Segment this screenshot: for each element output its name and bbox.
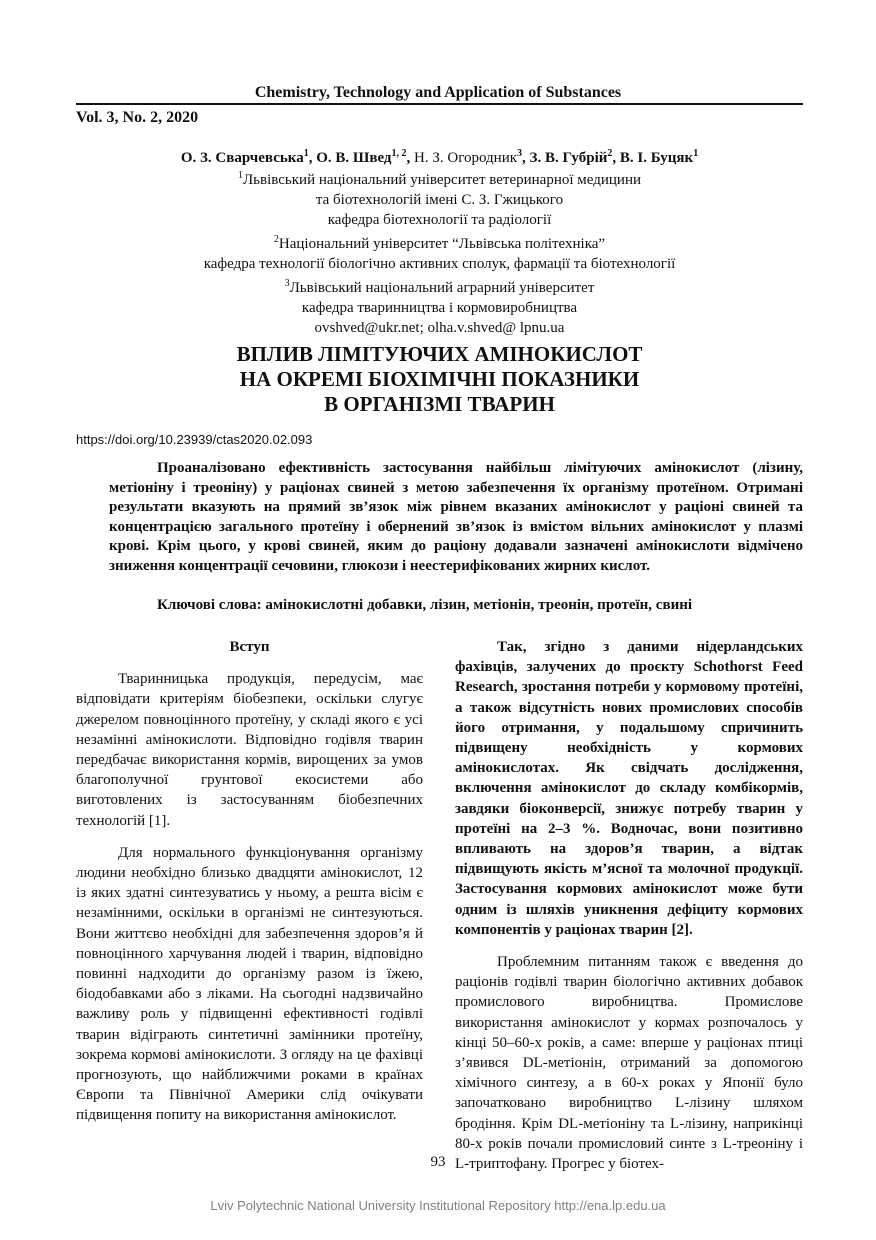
title-line: ВПЛИВ ЛІМІТУЮЧИХ АМІНОКИСЛОТ bbox=[236, 342, 643, 366]
paragraph: Так, згідно з даними нідерландських фахівців, залучених до проєкту Schothorst Feed Research, зростання потреби у кормовому протеїні, а також відсутність нових промислових способів його отримання, у подальшому спричинить підвищену необхідність у кормових амінокислотах. Як свідчать дослідження, включення амінокислот до складу комбікормів, завдяки біоконверсії, знижує потребу тварин у протеїні на 2–3 %. Водночас, вони позитивно впливають на здоров’я тварин, а відтак підвищують якість м’ясної та молочної продукції. Застосування кормових амінокислот може бути одним із шляхів уникнення дефіциту кормових компонентів у раціонах тварин [2]. bbox=[455, 639, 803, 938]
paragraph: Для нормального функціонування організму людини необхідно близько двадцяти амінокислот, 12 із яких здатні синтезуватись у ньому, а решта вісім є незамінними, оскільки в організмі не синтезуються. Вони життєво необхідні для забезпечення здоров’я й повноцінного харчування людей і тварин, відповідно повинні надходити до організму разом із їжею, біодобавками або з ліками. На сьогодні надзвичайно важливу роль у підвищенні ефективності годівлі тварин відіграють синтетичні замінники протеїну, зокрема кормові амінокислоти. З огляду на це фахівці прогнозують, що найближчими роками в країнах Європи та Північної Америки слід очікувати підвищення попиту на використання амінокислот. bbox=[76, 844, 423, 1124]
left-column bbox=[76, 637, 423, 1126]
header-rule bbox=[76, 103, 803, 105]
right-column bbox=[455, 637, 803, 1174]
contact-emails[interactable]: ovshved@ukr.net; olha.v.shved@ lpnu.ua bbox=[314, 320, 565, 336]
affiliations bbox=[76, 166, 803, 338]
paragraph: Проблемним питанням також є введення до раціонів годівлі тварин біологічно активних добавок промислового виробництва. Промислове використання амінокислот у кормах розпочалось у кінці 50–60-х років, а саме: вперше у раціонах птиці з’явився DL-метіонін, отриманий за допомогою хімічного синтезу, а в 60-х роках у Японії було започатковано виробництво L-лізину шляхом бродіння. Крім DL-метіоніну та L-лізину, наприкінці 80-х років почали промисловий синте з L-треоніну і L-триптофану. Прогрес у біотех- bbox=[455, 954, 803, 1173]
affil-mark: 1 bbox=[238, 170, 243, 181]
affil-mark: 3 bbox=[284, 278, 290, 289]
author-name: О. З. Сварчевська bbox=[180, 150, 304, 166]
page-number: 93 bbox=[430, 1154, 446, 1170]
repository-footer[interactable]: Lviv Polytechnic National University Institutional Repository http://ena.lp.edu.ua bbox=[210, 1198, 666, 1213]
author-name: В. І. Буцяк bbox=[619, 150, 694, 166]
title-line: В ОРГАНІЗМІ ТВАРИН bbox=[324, 392, 555, 416]
paragraph: Тваринницька продукція, передусім, має відповідати критеріям біобезпеки, оскільки слугує джерелом повноцінного протеїну, у складі якого є усі незамінні амінокислоти. Відповідно годівля тварин передбачає використання кормів, вирощених за умов благополучної грунтової екосистеми або виготовлених із застосуванням біобезпечних технологій [1]. bbox=[76, 671, 423, 829]
keywords: Ключові слова: амінокислотні добавки, лізин, метіонін, треонін, протеїн, свині bbox=[157, 597, 693, 613]
author-list: О. З. Сварчевська$^1$, О. В. Швед$^{1, 2}$, Н. З. Огородник$^3$, З. В. Губрій$^2$, В. І. Буцяк$^1$ bbox=[180, 148, 699, 166]
affiliation-text: Національний університет “Львівська політехніка” bbox=[278, 236, 606, 252]
author-affil-mark: 3 bbox=[517, 148, 523, 159]
author-affil-mark: 1, 2 bbox=[391, 148, 407, 159]
affiliation-line: кафедра технології біологічно активних сполук, фармації та біотехнології bbox=[203, 256, 676, 272]
journal-title: Chemistry, Technology and Application of Substances bbox=[254, 84, 622, 101]
affiliation-line bbox=[76, 166, 803, 190]
author-affil-mark: 1 bbox=[693, 148, 699, 159]
affiliation-line: та біотехнологій імені С. З. Гжицького bbox=[315, 192, 564, 208]
abstract: Проаналізовано ефективність застосування найбільш лімітуючих амінокислот (лізину, метіоніну і треоніну) у раціонах свиней з метою забезпечення їх організму протеїном. Отримані результати вказують на прямий зв’язок між рівнем вказаних амінокислот у раціоні свиней та концентрацією загального протеїну і обернений зв’язок із вмістом вільних амінокислот у плазмі крові. Крім цього, у крові свиней, яким до раціону додавали зазначені амінокислоти відмічено зниження концентрації сечовини, глюкози і неестерифікованих жирних кислот. bbox=[109, 460, 803, 574]
author-name: Н. З. Огородник bbox=[414, 150, 518, 166]
affil-mark: 2 bbox=[273, 234, 279, 245]
affiliation-text: Львівський національний аграрний університет bbox=[289, 280, 595, 296]
affiliation-line bbox=[76, 274, 803, 298]
author-affil-mark: 2 bbox=[607, 148, 613, 159]
affiliation-line bbox=[76, 230, 803, 254]
author-name: З. В. Губрій bbox=[529, 150, 608, 166]
affiliation-line: кафедра тваринництва і кормовиробництва bbox=[301, 300, 578, 316]
doi-link[interactable]: https://doi.org/10.23939/ctas2020.02.093 bbox=[76, 432, 313, 447]
section-heading: Вступ bbox=[229, 639, 270, 655]
author-name: О. В. Швед bbox=[316, 150, 392, 166]
article-title bbox=[76, 342, 803, 417]
title-line: НА ОКРЕМІ БІОХІМІЧНІ ПОКАЗНИКИ bbox=[239, 367, 640, 391]
author-affil-mark: 1 bbox=[303, 148, 309, 159]
affiliation-text: Львівський національний університет ветеринарної медицини bbox=[243, 172, 641, 188]
affiliation-line: кафедра біотехнології та радіології bbox=[327, 212, 552, 228]
volume-issue: Vol. 3, No. 2, 2020 bbox=[76, 109, 199, 126]
